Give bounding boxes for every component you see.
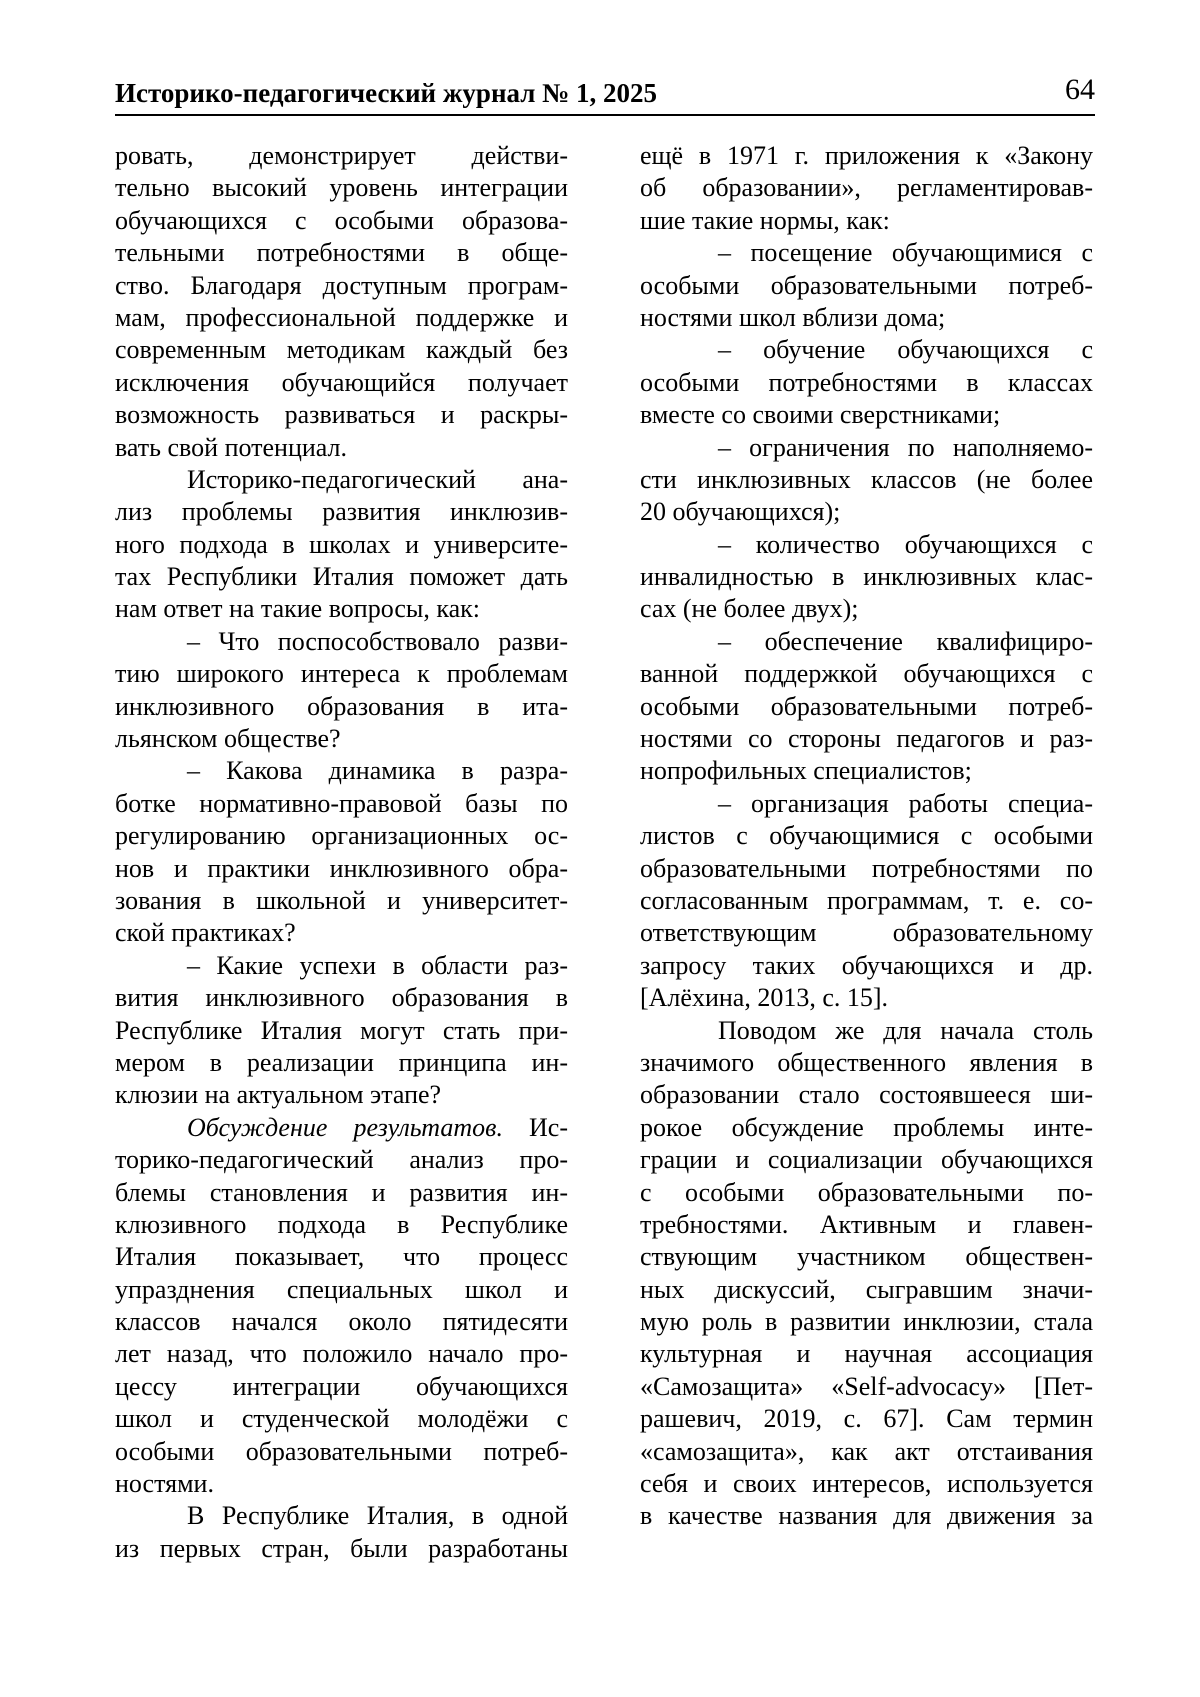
text-line: ещё в 1971 г. приложения к «Закону [640, 141, 1093, 170]
text-line: – обеспечение квалифициро- [718, 626, 1093, 656]
text-line: значимого общественного явления в [640, 1047, 1093, 1077]
text-line: зования в школьной и университет- [115, 885, 568, 915]
text-line: особыми потребностями в классах [640, 367, 1093, 397]
text-line: запросу таких обучающихся и др. [640, 950, 1093, 980]
text-line: из первых стран, были разработаны [115, 1533, 568, 1563]
text-line: школ и студенческой молодёжи с [115, 1404, 568, 1434]
text-line: с особыми образовательными по- [640, 1177, 1093, 1207]
text-line: об образовании», регламентировав- [640, 173, 1093, 203]
text-line: возможность развиваться и раскры- [115, 400, 568, 430]
text-line: особыми образовательными потреб- [640, 270, 1093, 300]
text-line: ных дискуссий, сыгравшим значи- [640, 1274, 1093, 1304]
running-header [115, 72, 1095, 116]
text-line-rest: Ис- [502, 1112, 568, 1142]
text-line: – посещение обучающимися с [718, 238, 1093, 268]
journal-title: Историко-педагогический журнал № 1, 2025 [115, 78, 658, 108]
text-line: тельно высокий уровень интеграции [115, 173, 568, 203]
text-line: льянском обществе? [115, 724, 341, 754]
text-line: требностями. Активным и главен- [640, 1209, 1093, 1239]
text-line: нопрофильных специалистов; [640, 756, 972, 786]
text-line: лиз проблемы развития инклюзив- [115, 497, 568, 527]
text-line: инвалидностью в инклюзивных клас- [640, 562, 1093, 592]
text-line: сти инклюзивных классов (не более [640, 464, 1093, 494]
text-line: клюзии на актуальном этапе? [115, 1080, 442, 1110]
text-line [115, 1112, 568, 1144]
text-line: образовании стало состоявшееся ши- [640, 1080, 1093, 1110]
text-line: мам, профессиональной поддержке и [115, 302, 568, 332]
text-line: ностями. [115, 1469, 214, 1499]
text-line: – количество обучающихся с [718, 529, 1093, 559]
text-line: Поводом же для начала столь [718, 1015, 1093, 1045]
text-line: 20 обучающихся); [640, 497, 841, 527]
text-line: – Какова динамика в разра- [187, 756, 568, 786]
text-line: Историко-педагогический ана- [187, 464, 568, 494]
text-line: упразднения специальных школ и [115, 1274, 568, 1304]
text-line: нам ответ на такие вопросы, как: [115, 594, 481, 624]
text-line: – обучение обучающихся с [718, 335, 1093, 365]
text-line: в качестве названия для движения за [640, 1501, 1093, 1531]
text-line: «самозащита», как акт отстаивания [640, 1436, 1093, 1466]
text-line: рокое обсуждение проблемы инте- [640, 1112, 1093, 1142]
left-column [115, 140, 568, 1565]
text-line: ванной поддержкой обучающихся с [640, 659, 1093, 689]
text-line: – Что поспособствовало разви- [187, 626, 568, 656]
text-line: – Какие успехи в области раз- [187, 950, 568, 980]
text-line: тах Республики Италия поможет дать [115, 562, 568, 592]
text-line: вместе со своими сверстниками; [640, 400, 1001, 430]
text-line: Республике Италия могут стать при- [115, 1015, 568, 1045]
text-line: ного подхода в школах и университе- [115, 529, 568, 559]
text-line: обучающихся с особыми образова- [115, 205, 568, 235]
text-line: лет назад, что положило начало про- [115, 1339, 568, 1369]
text-line: листов с обучающимися с особыми [640, 821, 1093, 851]
text-line: культурная и научная ассоциация [640, 1339, 1093, 1369]
text-line: цессу интеграции обучающихся [115, 1371, 568, 1401]
text-line: современным методикам каждый без [115, 335, 568, 365]
text-line: ство. Благодаря доступным програм- [115, 270, 568, 300]
text-line: ностями школ вблизи дома; [640, 302, 946, 332]
text-line: торико-педагогический анализ про- [115, 1145, 568, 1175]
text-line: ботке нормативно-правовой базы по [115, 788, 568, 818]
section-heading-italic: Обсуждение результатов. [187, 1112, 503, 1142]
text-line: ровать, демонстрирует действи- [115, 141, 568, 170]
text-line: блемы становления и развития ин- [115, 1177, 568, 1207]
text-line: образовательными потребностями по [640, 853, 1093, 883]
text-line: классов начался около пятидесяти [115, 1307, 568, 1337]
text-line: тельными потребностями в обще- [115, 238, 568, 268]
text-line: особыми образовательными потреб- [640, 691, 1093, 721]
text-line: инклюзивного образования в ита- [115, 691, 568, 721]
text-line: вития инклюзивного образования в [115, 983, 568, 1013]
text-line: шие такие нормы, как: [640, 205, 890, 235]
right-column [640, 140, 1093, 1533]
text-line: В Республике Италия, в одной [187, 1501, 568, 1531]
text-line: ностями со стороны педагогов и раз- [640, 724, 1093, 754]
text-line: клюзивного подхода в Республике [115, 1209, 568, 1239]
text-line: [Алёхина, 2013, с. 15]. [640, 983, 889, 1013]
text-line: вать свой потенциал. [115, 432, 348, 462]
text-line: – ограничения по наполняемо- [718, 432, 1093, 462]
text-line: мером в реализации принципа ин- [115, 1047, 568, 1077]
page-number: 64 [1065, 73, 1095, 106]
text-line: ской практиках? [115, 918, 296, 948]
text-line: – организация работы специа- [718, 788, 1093, 818]
text-line: рашевич, 2019, с. 67]. Сам термин [640, 1404, 1093, 1434]
text-line: особыми образовательными потреб- [115, 1436, 568, 1466]
text-line: тию широкого интереса к проблемам [115, 659, 568, 689]
text-line: исключения обучающийся получает [115, 367, 568, 397]
text-line: «Самозащита» «Self-advocacy» [Пет- [640, 1371, 1093, 1401]
text-line: себя и своих интересов, используется [640, 1469, 1093, 1499]
text-line: Италия показывает, что процесс [115, 1242, 568, 1272]
text-line: согласованным программам, т. е. со- [640, 885, 1093, 915]
text-line: сах (не более двух); [640, 594, 859, 624]
text-line: регулированию организационных ос- [115, 821, 568, 851]
text-line: мую роль в развитии инклюзии, стала [640, 1307, 1093, 1337]
text-line: грации и социализации обучающихся [640, 1145, 1093, 1175]
text-line: нов и практики инклюзивного обра- [115, 853, 568, 883]
text-line: ответствующим образовательному [640, 918, 1093, 948]
text-line: ствующим участником обществен- [640, 1242, 1093, 1272]
